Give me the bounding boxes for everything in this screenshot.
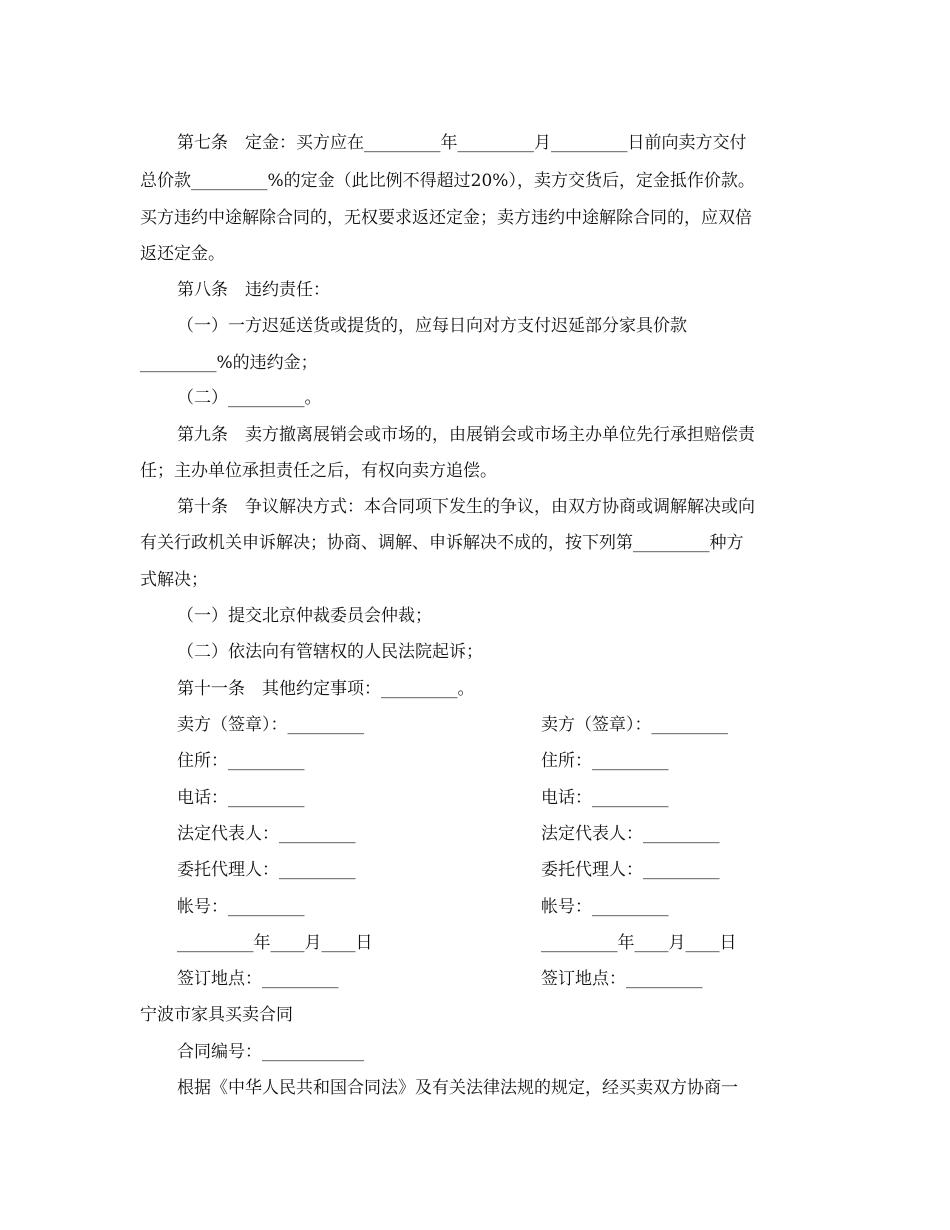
article-8-heading: 第八条 违约责任： (177, 280, 330, 300)
next-contract-title: 宁波市家具买卖合同 (140, 1005, 293, 1025)
left-address: 住所：_________ (177, 751, 305, 771)
contract-number: 合同编号：____________ (177, 1042, 364, 1062)
article-9-line-1: 第九条 卖方撤离展销会或市场的，由展销会或市场主办单位先行承担赔偿责 (177, 425, 755, 445)
right-seller-seal: 卖方（签章）：_________ (541, 715, 728, 735)
left-date: _________年____月____日 (177, 933, 373, 953)
left-account: 帐号：_________ (177, 897, 305, 917)
article-10-option-2: （二）依法向有管辖权的人民法院起诉； (177, 642, 483, 662)
right-legal-rep: 法定代表人：_________ (541, 824, 720, 844)
right-phone: 电话：_________ (541, 788, 669, 808)
left-phone: 电话：_________ (177, 788, 305, 808)
left-sign-place: 签订地点：_________ (177, 969, 339, 989)
article-7-line-2: 总价款_________%的定金（此比例不得超过20%），卖方交货后，定金抵作价款。 (140, 171, 755, 191)
left-agent: 委托代理人：_________ (177, 860, 356, 880)
article-7-line-4: 返还定金。 (140, 244, 225, 264)
right-sign-place: 签订地点：_________ (541, 969, 703, 989)
article-8-item-1a: （一）一方迟延送货或提货的，应每日向对方支付迟延部分家具价款 (177, 316, 687, 336)
article-10-line-3: 式解决； (140, 570, 208, 590)
right-date: _________年____月____日 (541, 933, 737, 953)
left-legal-rep: 法定代表人：_________ (177, 824, 356, 844)
article-10-line-1: 第十条 争议解决方式：本合同项下发生的争议，由双方协商或调解解决或向 (177, 497, 755, 517)
preamble-line: 根据《中华人民共和国合同法》及有关法律法规的规定，经买卖双方协商一 (177, 1078, 738, 1098)
article-10-option-1: （一）提交北京仲裁委员会仲裁； (177, 606, 432, 626)
article-7-line-3: 买方违约中途解除合同的，无权要求返还定金；卖方违约中途解除合同的，应双倍 (140, 208, 752, 228)
article-9-line-2: 任；主办单位承担责任之后，有权向卖方追偿。 (140, 461, 497, 481)
left-seller-seal: 卖方（签章）：_________ (177, 715, 364, 735)
article-11: 第十一条 其他约定事项：_________。 (177, 679, 475, 699)
right-agent: 委托代理人：_________ (541, 860, 720, 880)
right-account: 帐号：_________ (541, 897, 669, 917)
article-8-item-1b: _________%的违约金； (140, 353, 318, 373)
article-10-line-2: 有关行政机关申诉解决；协商、调解、申诉解决不成的，按下列第_________种方 (140, 533, 744, 553)
article-7-line-1: 第七条 定金：买方应在_________年_________月_________日前向卖方交付 (177, 133, 747, 153)
right-address: 住所：_________ (541, 751, 669, 771)
article-8-item-2: （二）_________。 (177, 388, 322, 408)
